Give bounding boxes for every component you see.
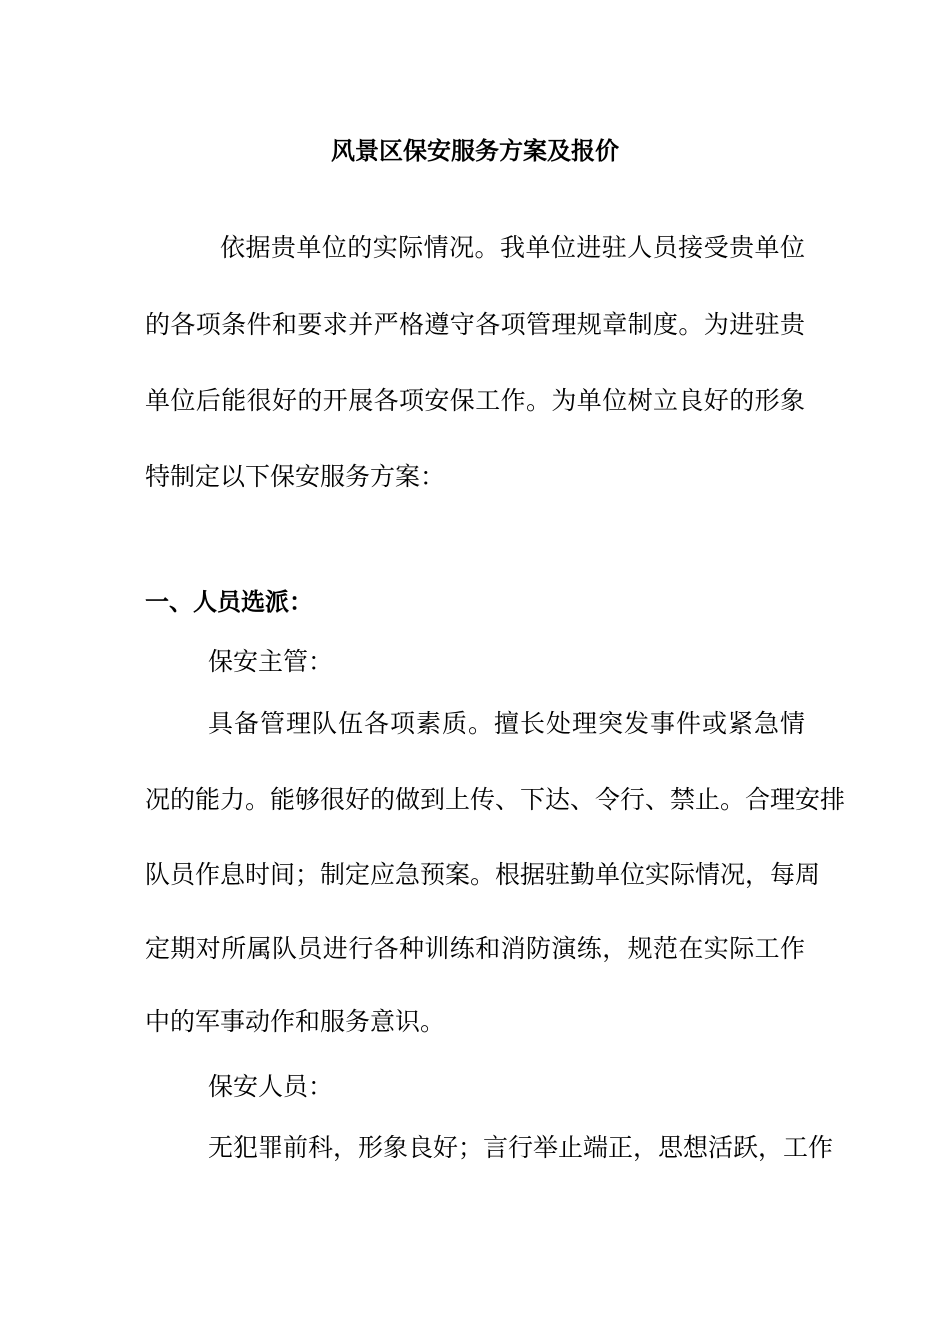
supervisor-line-5: 中的军事动作和服务意识。 [145,1007,446,1036]
intro-line-3: 单位后能很好的开展各项安保工作。为单位树立良好的形象 [145,386,805,415]
intro-line-4: 特制定以下保安服务方案： [145,462,446,491]
supervisor-line-4: 定期对所属队员进行各种训练和消防演练，规范在实际工作 [145,934,805,963]
supervisor-line-1: 具备管理队伍各项素质。擅长处理突发事件或紧急情 [208,709,805,738]
guard-label: 保安人员： [208,1072,334,1101]
section-heading-personnel: 一、人员选派： [145,587,313,616]
intro-line-1: 依据贵单位的实际情况。我单位进驻人员接受贵单位 [220,233,805,262]
supervisor-label: 保安主管： [208,647,334,676]
guard-line-1: 无犯罪前科，形象良好；言行举止端正，思想活跃，工作 [208,1133,834,1162]
document-title: 风景区保安服务方案及报价 [331,136,619,165]
supervisor-line-2: 况的能力。能够很好的做到上传、下达、令行、禁止。合理安排 [145,785,846,814]
intro-line-2: 的各项条件和要求并严格遵守各项管理规章制度。为进驻贵 [145,310,805,339]
supervisor-line-3: 队员作息时间；制定应急预案。根据驻勤单位实际情况，每周 [145,860,821,889]
